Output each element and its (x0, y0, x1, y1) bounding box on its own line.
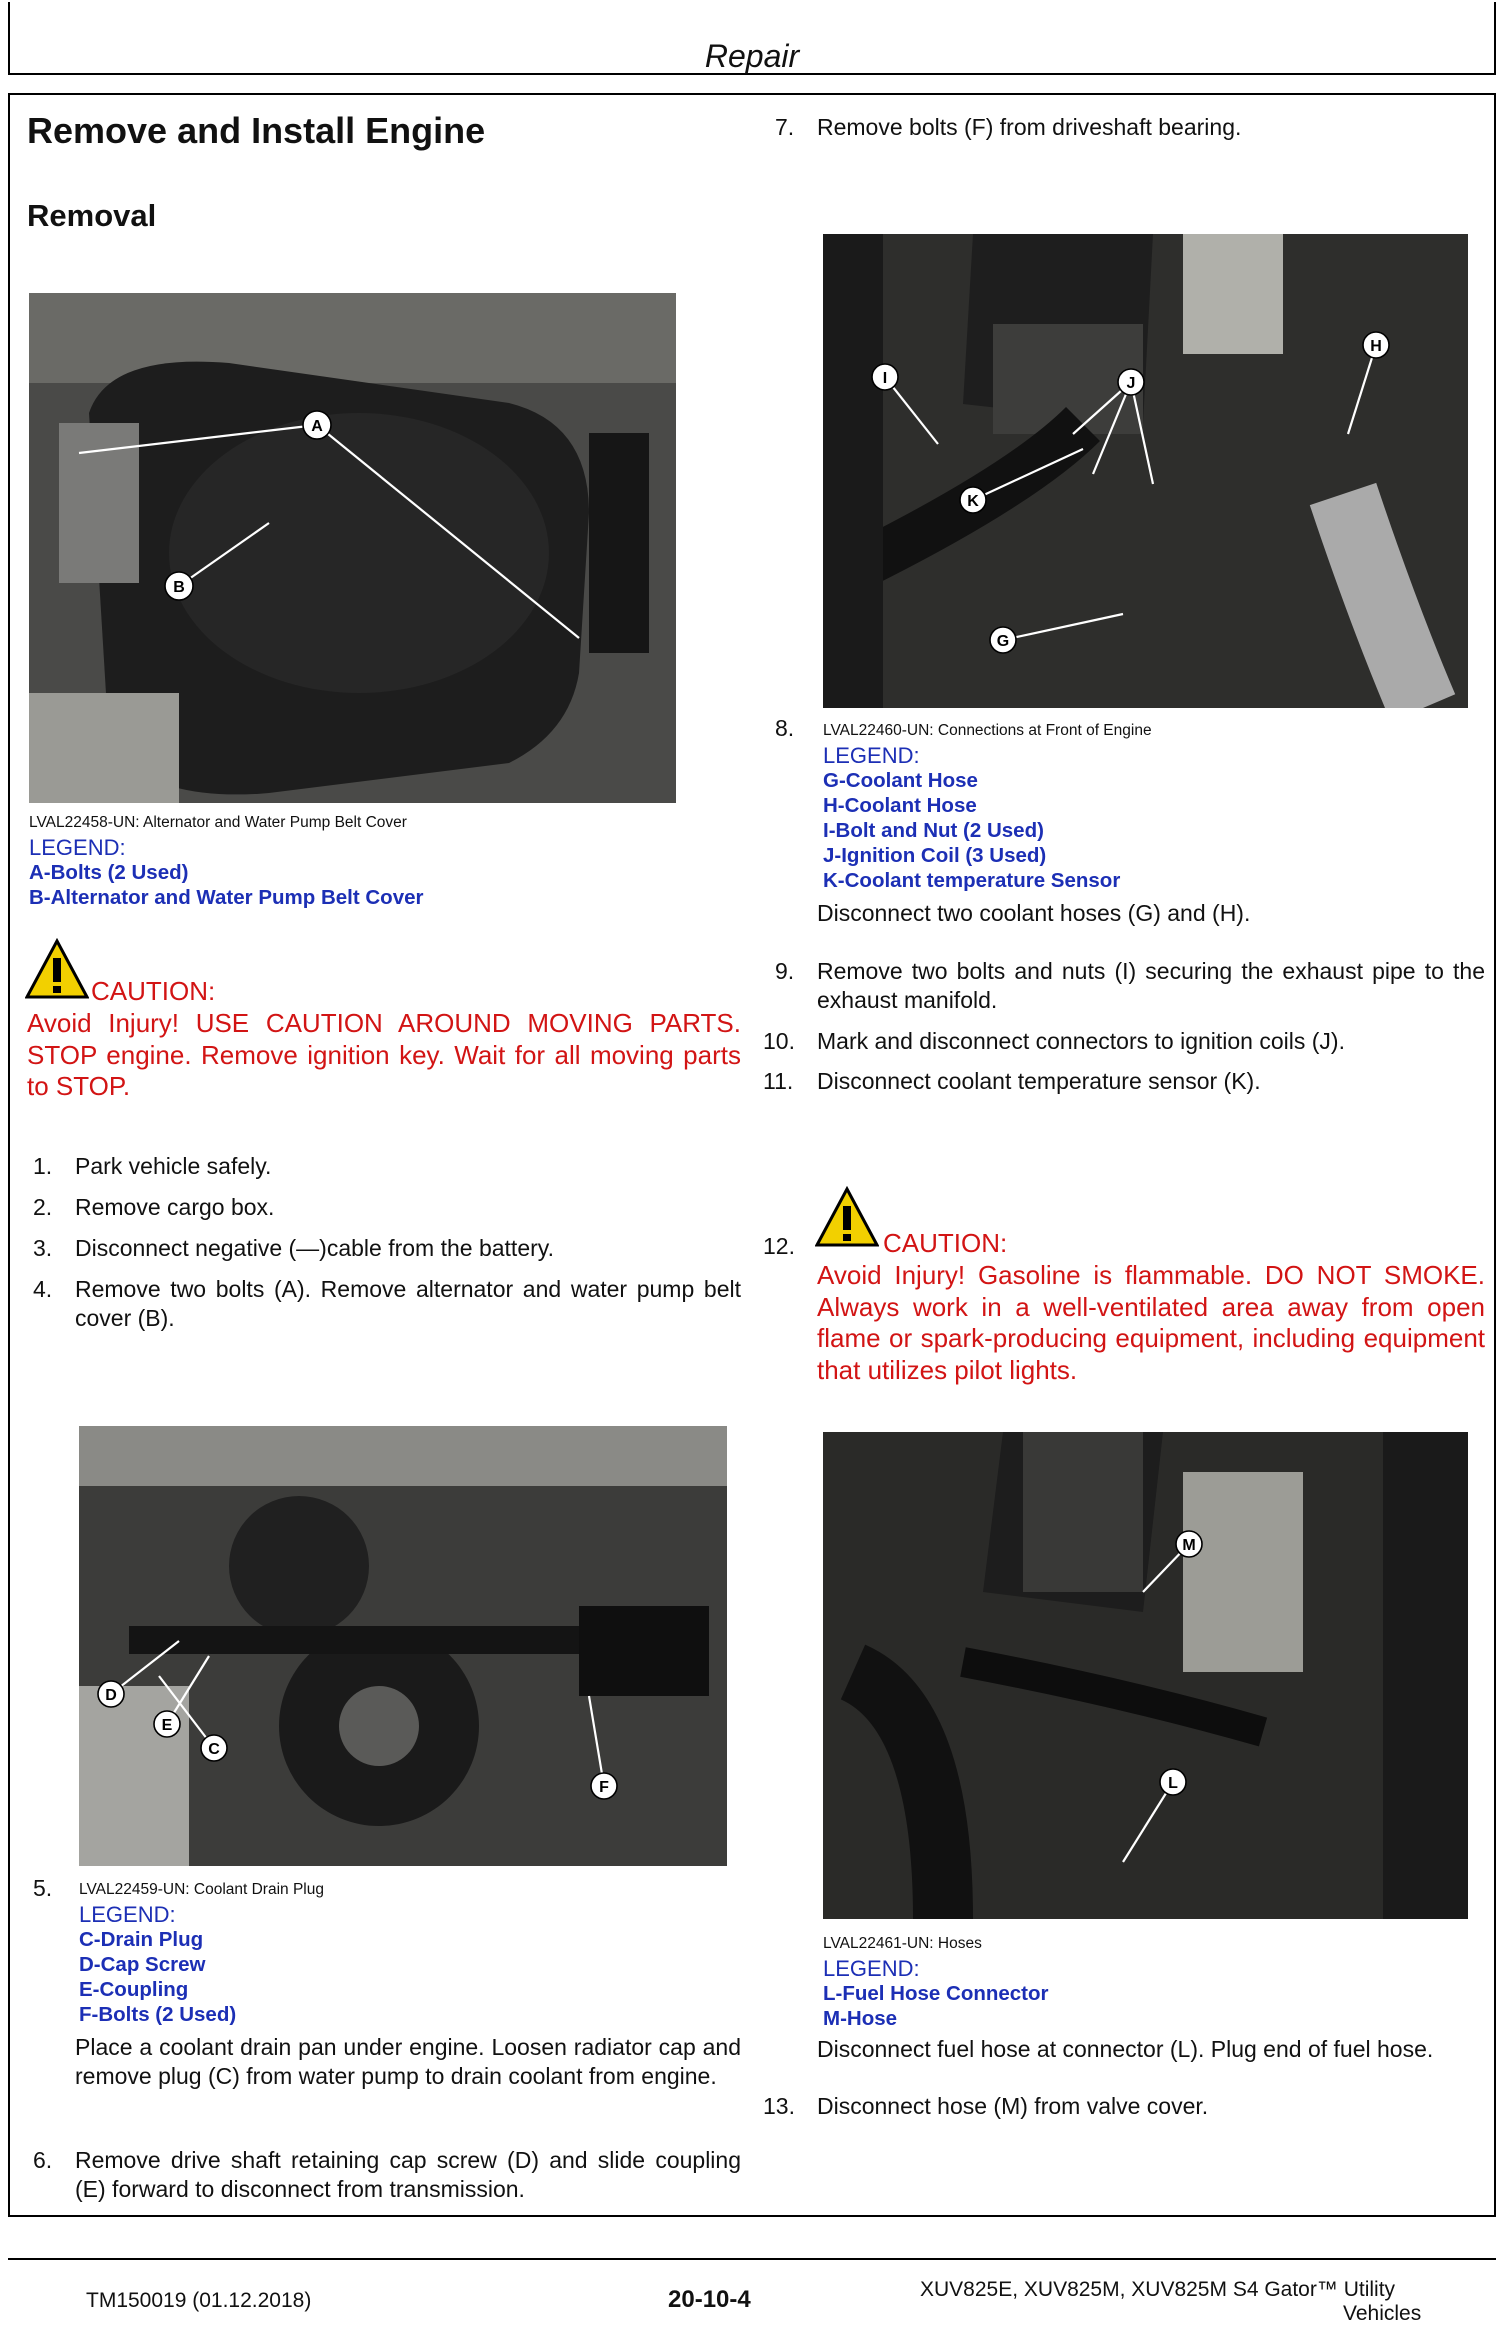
callout-G (990, 627, 1016, 653)
caution1-label: CAUTION: (91, 976, 216, 1006)
svg-text:B: B (173, 579, 185, 596)
figure4-step-text: Disconnect fuel hose at connector (L). Plug end of fuel hose. (817, 2036, 1434, 2062)
step-8-text: Disconnect two coolant hoses (G) and (H). (817, 900, 1251, 926)
legend-label: LEGEND: (79, 1902, 176, 1927)
legend-item: A-Bolts (2 Used) (29, 861, 189, 884)
callout-E (154, 1711, 180, 1737)
warning-icon (25, 938, 89, 1000)
callout-D (98, 1681, 124, 1707)
footer-rule (8, 2258, 1496, 2260)
figure1-callouts (29, 293, 676, 803)
step-2: 2. Remove cargo box. (33, 1194, 275, 1220)
legend-item: M-Hose (823, 2007, 898, 2030)
figure3-step-number: 5. (33, 1875, 53, 1901)
callout-L (1160, 1769, 1186, 1795)
step-4: 4. Remove two bolts (A). Remove alternator and water pump belt cover (B). (33, 1276, 741, 1331)
step-10: 10. Mark and disconnect connectors to ignition coils (J). (763, 1028, 1345, 1054)
legend-item: K-Coolant temperature Sensor (823, 869, 1121, 892)
legend-item: C-Drain Plug (79, 1928, 204, 1951)
svg-text:K: K (967, 493, 979, 510)
svg-text:E: E (161, 1717, 173, 1734)
figure2-step-number: 8. (775, 715, 795, 741)
footer-product-line2: Vehicles (1343, 2302, 1422, 2325)
step-9: 9. Remove two bolts and nuts (I) securing the exhaust pipe to the exhaust manifold. (775, 958, 1485, 1013)
svg-text:H: H (1370, 338, 1382, 355)
legend-item: H-Coolant Hose (823, 794, 977, 817)
callout-C (201, 1735, 227, 1761)
figure1-caption: LVAL22458-UN: Alternator and Water Pump Belt Cover (29, 814, 407, 831)
footer-doc-id: TM150019 (01.12.2018) (86, 2289, 312, 2312)
svg-text:A: A (311, 418, 323, 435)
caution2-text: Avoid Injury! Gasoline is flammable. DO NOT SMOKE. Always work in a well-ventilated area away from open flame or spark-producing equipment, including equipment that utilizes pilot lights. (817, 1260, 1485, 1385)
svg-text:I: I (882, 370, 888, 387)
step-11: 11. Disconnect coolant temperature sensor (K). (763, 1068, 1261, 1094)
section-title: Removal (27, 198, 157, 233)
figure4-caption: LVAL22461-UN: Hoses (823, 1935, 982, 1952)
svg-text:D: D (105, 1687, 117, 1704)
legend-item: D-Cap Screw (79, 1953, 206, 1976)
legend-item: E-Coupling (79, 1978, 189, 2001)
legend-label: LEGEND: (823, 743, 920, 768)
step-6: 6. Remove drive shaft retaining cap screw (D) and slide coupling (E) forward to disconnect from transmission. (33, 2147, 741, 2202)
step-13: 13. Disconnect hose (M) from valve cover. (763, 2093, 1209, 2119)
figure2-legend (823, 743, 1120, 893)
footer-page-number: 20-10-4 (668, 2286, 751, 2313)
svg-text:J: J (1126, 375, 1136, 392)
callout-B (165, 572, 193, 600)
figure3-callouts (79, 1426, 727, 1866)
callout-K (960, 487, 986, 513)
svg-text:M: M (1182, 1537, 1196, 1554)
figure2-callouts (823, 234, 1468, 708)
legend-item: B-Alternator and Water Pump Belt Cover (29, 886, 424, 909)
footer-product-line1: XUV825E, XUV825M, XUV825M S4 Gator™ Utility (920, 2278, 1396, 2301)
legend-label: LEGEND: (823, 1956, 920, 1981)
callout-I (872, 364, 898, 390)
svg-text:L: L (1168, 1775, 1178, 1792)
legend-item: G-Coolant Hose (823, 769, 978, 792)
legend-item: L-Fuel Hose Connector (823, 1982, 1049, 2005)
callout-H (1363, 332, 1389, 358)
warning-icon (815, 1186, 879, 1248)
step-1: 1. Park vehicle safely. (33, 1153, 272, 1179)
callout-J (1118, 369, 1144, 395)
step-7: 7. Remove bolts (F) from driveshaft bearing. (775, 114, 1242, 140)
svg-text:C: C (208, 1741, 220, 1758)
legend-item: F-Bolts (2 Used) (79, 2003, 237, 2026)
legend-label: LEGEND: (29, 835, 126, 860)
legend-item: I-Bolt and Nut (2 Used) (823, 819, 1044, 842)
figure4-callouts (823, 1432, 1468, 1919)
caution2-label: CAUTION: (883, 1228, 1008, 1258)
figure3-caption: LVAL22459-UN: Coolant Drain Plug (79, 1881, 324, 1898)
callout-M (1176, 1531, 1202, 1557)
figure1-legend (29, 835, 424, 910)
step-5-text: Place a coolant drain pan under engine. Loosen radiator cap and remove plug (C) from water pump to drain coolant from engine. (75, 2034, 741, 2089)
page-title: Remove and Install Engine (27, 110, 486, 151)
header-title: Repair (704, 38, 800, 74)
caution2-step-number: 12. (763, 1233, 795, 1259)
legend-item: J-Ignition Coil (3 Used) (823, 844, 1047, 867)
svg-text:G: G (996, 633, 1010, 650)
callout-A (303, 411, 331, 439)
step-3: 3. Disconnect negative (—)cable from the battery. (33, 1235, 554, 1261)
callout-F (591, 1773, 617, 1799)
figure3-legend (79, 1902, 236, 2027)
figure4-legend (823, 1956, 1049, 2031)
figure2-caption: LVAL22460-UN: Connections at Front of Engine (823, 722, 1152, 739)
caution1-text: Avoid Injury! USE CAUTION AROUND MOVING PARTS. STOP engine. Remove ignition key. Wait for all moving parts to STOP. (27, 1008, 741, 1101)
svg-text:F: F (599, 1779, 609, 1796)
